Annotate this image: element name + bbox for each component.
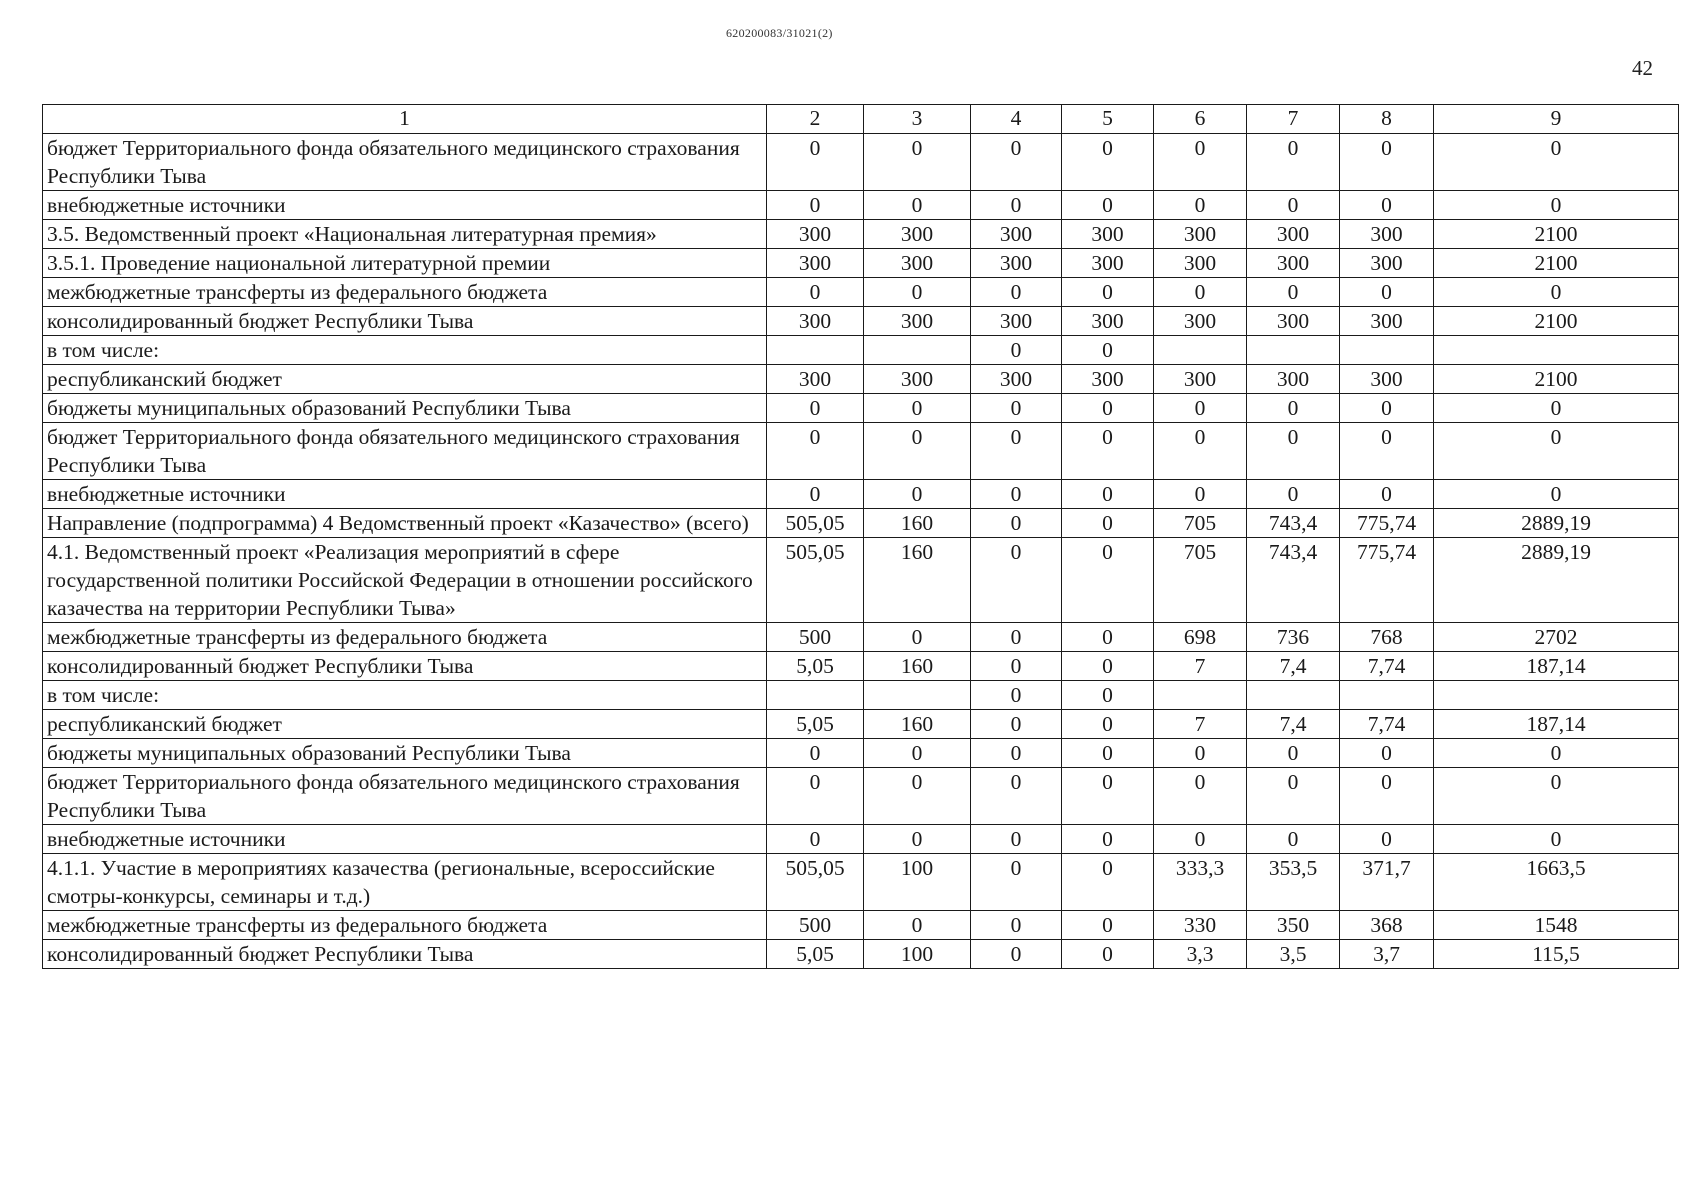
value-cell: 0 bbox=[1062, 710, 1154, 739]
row-label: Направление (подпрограмма) 4 Ведомственный проект «Казачество» (всего) bbox=[43, 509, 767, 538]
value-cell: 0 bbox=[1247, 825, 1340, 854]
table-row bbox=[43, 825, 1679, 854]
value-cell: 0 bbox=[971, 652, 1062, 681]
value-cell: 2100 bbox=[1434, 365, 1679, 394]
value-cell: 505,05 bbox=[767, 854, 864, 911]
value-cell: 0 bbox=[1062, 538, 1154, 623]
value-cell bbox=[767, 336, 864, 365]
value-cell: 100 bbox=[864, 940, 971, 969]
value-cell: 300 bbox=[971, 249, 1062, 278]
value-cell: 0 bbox=[1062, 480, 1154, 509]
value-cell: 300 bbox=[864, 365, 971, 394]
value-cell: 300 bbox=[1340, 220, 1434, 249]
value-cell bbox=[1154, 336, 1247, 365]
value-cell: 0 bbox=[864, 191, 971, 220]
value-cell: 0 bbox=[767, 134, 864, 191]
value-cell: 5,05 bbox=[767, 940, 864, 969]
value-cell: 705 bbox=[1154, 509, 1247, 538]
value-cell: 0 bbox=[1154, 394, 1247, 423]
value-cell: 100 bbox=[864, 854, 971, 911]
row-label: межбюджетные трансферты из федерального бюджета bbox=[43, 278, 767, 307]
value-cell: 187,14 bbox=[1434, 652, 1679, 681]
row-label: республиканский бюджет bbox=[43, 710, 767, 739]
value-cell: 0 bbox=[971, 509, 1062, 538]
value-cell: 505,05 bbox=[767, 538, 864, 623]
column-header: 1 bbox=[43, 105, 767, 134]
value-cell: 300 bbox=[1340, 307, 1434, 336]
value-cell: 2100 bbox=[1434, 220, 1679, 249]
value-cell: 1663,5 bbox=[1434, 854, 1679, 911]
column-header: 7 bbox=[1247, 105, 1340, 134]
table-row bbox=[43, 423, 1679, 480]
table-row bbox=[43, 509, 1679, 538]
value-cell: 300 bbox=[767, 249, 864, 278]
value-cell: 0 bbox=[1154, 480, 1247, 509]
value-cell: 0 bbox=[1247, 739, 1340, 768]
value-cell: 0 bbox=[1340, 191, 1434, 220]
value-cell: 0 bbox=[1434, 423, 1679, 480]
value-cell: 0 bbox=[971, 134, 1062, 191]
value-cell: 0 bbox=[864, 825, 971, 854]
value-cell: 0 bbox=[864, 134, 971, 191]
value-cell: 0 bbox=[971, 336, 1062, 365]
value-cell: 0 bbox=[1062, 278, 1154, 307]
value-cell: 0 bbox=[1154, 134, 1247, 191]
table-row bbox=[43, 365, 1679, 394]
column-header: 2 bbox=[767, 105, 864, 134]
row-label: бюджет Территориального фонда обязательного медицинского страхования Республики Тыва bbox=[43, 134, 767, 191]
column-header: 8 bbox=[1340, 105, 1434, 134]
value-cell: 2100 bbox=[1434, 249, 1679, 278]
value-cell: 300 bbox=[767, 220, 864, 249]
value-cell: 160 bbox=[864, 509, 971, 538]
value-cell: 0 bbox=[971, 854, 1062, 911]
value-cell: 300 bbox=[1340, 365, 1434, 394]
value-cell: 2889,19 bbox=[1434, 538, 1679, 623]
value-cell: 0 bbox=[1062, 509, 1154, 538]
value-cell: 0 bbox=[971, 911, 1062, 940]
value-cell: 0 bbox=[1062, 854, 1154, 911]
value-cell: 0 bbox=[1434, 825, 1679, 854]
table-row bbox=[43, 538, 1679, 623]
value-cell: 0 bbox=[971, 394, 1062, 423]
value-cell: 2889,19 bbox=[1434, 509, 1679, 538]
value-cell: 0 bbox=[1340, 768, 1434, 825]
value-cell: 0 bbox=[1340, 825, 1434, 854]
value-cell: 0 bbox=[971, 278, 1062, 307]
value-cell bbox=[864, 336, 971, 365]
value-cell bbox=[1340, 681, 1434, 710]
value-cell: 1548 bbox=[1434, 911, 1679, 940]
row-label: консолидированный бюджет Республики Тыва bbox=[43, 307, 767, 336]
value-cell: 0 bbox=[767, 825, 864, 854]
value-cell: 775,74 bbox=[1340, 538, 1434, 623]
row-label: внебюджетные источники bbox=[43, 191, 767, 220]
row-label: 4.1. Ведомственный проект «Реализация мероприятий в сфере государственной политики Российской Федерации в отношении российского казачества на территории Республики Тыва» bbox=[43, 538, 767, 623]
table-body bbox=[43, 134, 1679, 969]
value-cell: 0 bbox=[1434, 739, 1679, 768]
value-cell: 0 bbox=[971, 739, 1062, 768]
value-cell: 0 bbox=[864, 423, 971, 480]
value-cell: 0 bbox=[1434, 278, 1679, 307]
value-cell: 300 bbox=[1340, 249, 1434, 278]
value-cell: 0 bbox=[1154, 423, 1247, 480]
value-cell: 371,7 bbox=[1340, 854, 1434, 911]
page-number: 42 bbox=[1632, 56, 1653, 80]
value-cell: 0 bbox=[767, 739, 864, 768]
value-cell: 0 bbox=[767, 423, 864, 480]
value-cell: 300 bbox=[971, 307, 1062, 336]
value-cell: 0 bbox=[971, 825, 1062, 854]
value-cell: 0 bbox=[864, 768, 971, 825]
value-cell: 300 bbox=[1247, 365, 1340, 394]
value-cell: 743,4 bbox=[1247, 509, 1340, 538]
value-cell: 0 bbox=[1062, 911, 1154, 940]
value-cell: 0 bbox=[1434, 480, 1679, 509]
value-cell: 300 bbox=[1154, 249, 1247, 278]
column-header: 6 bbox=[1154, 105, 1247, 134]
value-cell: 0 bbox=[1062, 652, 1154, 681]
value-cell: 300 bbox=[1062, 220, 1154, 249]
table-row bbox=[43, 336, 1679, 365]
value-cell: 775,74 bbox=[1340, 509, 1434, 538]
table-row bbox=[43, 278, 1679, 307]
value-cell bbox=[1434, 681, 1679, 710]
value-cell: 7 bbox=[1154, 652, 1247, 681]
row-label: бюджет Территориального фонда обязательного медицинского страхования Республики Тыва bbox=[43, 423, 767, 480]
value-cell: 0 bbox=[1062, 134, 1154, 191]
value-cell: 0 bbox=[971, 768, 1062, 825]
value-cell: 0 bbox=[767, 278, 864, 307]
value-cell: 698 bbox=[1154, 623, 1247, 652]
row-label: 4.1.1. Участие в мероприятиях казачества (региональные, всероссийские смотры-конкурсы, семинары и т.д.) bbox=[43, 854, 767, 911]
value-cell: 0 bbox=[1340, 278, 1434, 307]
value-cell: 0 bbox=[971, 623, 1062, 652]
value-cell: 115,5 bbox=[1434, 940, 1679, 969]
value-cell: 300 bbox=[767, 365, 864, 394]
value-cell: 0 bbox=[1434, 394, 1679, 423]
value-cell: 0 bbox=[767, 394, 864, 423]
value-cell: 0 bbox=[1154, 278, 1247, 307]
value-cell: 0 bbox=[1340, 134, 1434, 191]
row-label: консолидированный бюджет Республики Тыва bbox=[43, 940, 767, 969]
value-cell: 160 bbox=[864, 710, 971, 739]
value-cell: 0 bbox=[1154, 739, 1247, 768]
value-cell: 333,3 bbox=[1154, 854, 1247, 911]
value-cell: 0 bbox=[971, 480, 1062, 509]
value-cell: 3,3 bbox=[1154, 940, 1247, 969]
value-cell: 300 bbox=[971, 220, 1062, 249]
value-cell: 7 bbox=[1154, 710, 1247, 739]
value-cell: 300 bbox=[1154, 365, 1247, 394]
value-cell: 705 bbox=[1154, 538, 1247, 623]
row-label: бюджеты муниципальных образований Республики Тыва bbox=[43, 739, 767, 768]
value-cell: 0 bbox=[1434, 191, 1679, 220]
table-row bbox=[43, 940, 1679, 969]
value-cell: 7,74 bbox=[1340, 710, 1434, 739]
value-cell: 505,05 bbox=[767, 509, 864, 538]
row-label: республиканский бюджет bbox=[43, 365, 767, 394]
value-cell: 0 bbox=[864, 278, 971, 307]
value-cell: 300 bbox=[1247, 307, 1340, 336]
value-cell: 2702 bbox=[1434, 623, 1679, 652]
value-cell bbox=[1434, 336, 1679, 365]
value-cell: 0 bbox=[1247, 480, 1340, 509]
row-label: в том числе: bbox=[43, 336, 767, 365]
value-cell: 160 bbox=[864, 538, 971, 623]
column-header: 9 bbox=[1434, 105, 1679, 134]
value-cell bbox=[1154, 681, 1247, 710]
value-cell: 0 bbox=[971, 191, 1062, 220]
value-cell bbox=[767, 681, 864, 710]
value-cell: 0 bbox=[1062, 940, 1154, 969]
column-header: 3 bbox=[864, 105, 971, 134]
value-cell: 2100 bbox=[1434, 307, 1679, 336]
table-row bbox=[43, 710, 1679, 739]
value-cell: 0 bbox=[971, 710, 1062, 739]
table-row bbox=[43, 623, 1679, 652]
value-cell: 0 bbox=[1340, 423, 1434, 480]
value-cell: 7,4 bbox=[1247, 710, 1340, 739]
value-cell: 0 bbox=[971, 940, 1062, 969]
value-cell: 0 bbox=[1062, 623, 1154, 652]
row-label: консолидированный бюджет Республики Тыва bbox=[43, 652, 767, 681]
value-cell: 7,74 bbox=[1340, 652, 1434, 681]
row-label: бюджет Территориального фонда обязательного медицинского страхования Республики Тыва bbox=[43, 768, 767, 825]
table-row bbox=[43, 739, 1679, 768]
value-cell bbox=[864, 681, 971, 710]
value-cell: 300 bbox=[1154, 220, 1247, 249]
value-cell: 7,4 bbox=[1247, 652, 1340, 681]
value-cell: 0 bbox=[971, 681, 1062, 710]
value-cell: 0 bbox=[1154, 191, 1247, 220]
value-cell: 350 bbox=[1247, 911, 1340, 940]
value-cell: 0 bbox=[1247, 191, 1340, 220]
table-row bbox=[43, 911, 1679, 940]
value-cell: 0 bbox=[1247, 394, 1340, 423]
row-label: бюджеты муниципальных образований Республики Тыва bbox=[43, 394, 767, 423]
table-row bbox=[43, 249, 1679, 278]
value-cell: 0 bbox=[971, 538, 1062, 623]
value-cell: 0 bbox=[1062, 394, 1154, 423]
table-row bbox=[43, 480, 1679, 509]
column-header: 4 bbox=[971, 105, 1062, 134]
value-cell: 368 bbox=[1340, 911, 1434, 940]
value-cell: 0 bbox=[1247, 423, 1340, 480]
value-cell: 0 bbox=[864, 480, 971, 509]
value-cell: 300 bbox=[767, 307, 864, 336]
value-cell: 0 bbox=[1247, 278, 1340, 307]
value-cell: 300 bbox=[864, 249, 971, 278]
value-cell: 0 bbox=[767, 768, 864, 825]
value-cell: 0 bbox=[971, 423, 1062, 480]
value-cell: 0 bbox=[1062, 191, 1154, 220]
table-row bbox=[43, 191, 1679, 220]
value-cell: 5,05 bbox=[767, 652, 864, 681]
value-cell: 300 bbox=[1154, 307, 1247, 336]
value-cell: 0 bbox=[1154, 768, 1247, 825]
value-cell: 3,7 bbox=[1340, 940, 1434, 969]
value-cell: 5,05 bbox=[767, 710, 864, 739]
value-cell: 0 bbox=[864, 911, 971, 940]
table-row bbox=[43, 854, 1679, 911]
value-cell: 0 bbox=[1247, 768, 1340, 825]
value-cell: 0 bbox=[1434, 768, 1679, 825]
value-cell: 0 bbox=[864, 394, 971, 423]
value-cell: 736 bbox=[1247, 623, 1340, 652]
table-row bbox=[43, 307, 1679, 336]
value-cell: 743,4 bbox=[1247, 538, 1340, 623]
value-cell: 0 bbox=[864, 623, 971, 652]
row-label: межбюджетные трансферты из федерального бюджета bbox=[43, 911, 767, 940]
value-cell bbox=[1247, 681, 1340, 710]
row-label: внебюджетные источники bbox=[43, 480, 767, 509]
value-cell: 500 bbox=[767, 623, 864, 652]
value-cell: 0 bbox=[1062, 768, 1154, 825]
value-cell: 300 bbox=[864, 307, 971, 336]
table-row bbox=[43, 394, 1679, 423]
value-cell: 187,14 bbox=[1434, 710, 1679, 739]
value-cell: 0 bbox=[1340, 394, 1434, 423]
value-cell: 300 bbox=[1062, 249, 1154, 278]
value-cell: 300 bbox=[1247, 249, 1340, 278]
value-cell: 160 bbox=[864, 652, 971, 681]
value-cell: 0 bbox=[767, 480, 864, 509]
value-cell: 300 bbox=[1247, 220, 1340, 249]
value-cell: 0 bbox=[1340, 480, 1434, 509]
value-cell: 300 bbox=[1062, 307, 1154, 336]
table-row bbox=[43, 220, 1679, 249]
value-cell: 768 bbox=[1340, 623, 1434, 652]
column-header: 5 bbox=[1062, 105, 1154, 134]
table-row bbox=[43, 134, 1679, 191]
value-cell: 500 bbox=[767, 911, 864, 940]
value-cell bbox=[1340, 336, 1434, 365]
value-cell: 300 bbox=[971, 365, 1062, 394]
table-row bbox=[43, 768, 1679, 825]
value-cell: 0 bbox=[1062, 423, 1154, 480]
column-number-row bbox=[43, 105, 1679, 134]
value-cell: 0 bbox=[1434, 134, 1679, 191]
value-cell: 0 bbox=[1062, 681, 1154, 710]
table-row bbox=[43, 652, 1679, 681]
value-cell: 330 bbox=[1154, 911, 1247, 940]
value-cell: 300 bbox=[1062, 365, 1154, 394]
row-label: в том числе: bbox=[43, 681, 767, 710]
budget-table bbox=[42, 104, 1679, 969]
value-cell bbox=[1247, 336, 1340, 365]
document-code: 620200083/31021(2) bbox=[726, 26, 833, 40]
value-cell: 0 bbox=[1154, 825, 1247, 854]
value-cell: 0 bbox=[1062, 739, 1154, 768]
value-cell: 0 bbox=[864, 739, 971, 768]
table-row bbox=[43, 681, 1679, 710]
value-cell: 0 bbox=[1062, 825, 1154, 854]
row-label: внебюджетные источники bbox=[43, 825, 767, 854]
row-label: 3.5. Ведомственный проект «Национальная литературная премия» bbox=[43, 220, 767, 249]
value-cell: 300 bbox=[864, 220, 971, 249]
value-cell: 0 bbox=[767, 191, 864, 220]
row-label: межбюджетные трансферты из федерального бюджета bbox=[43, 623, 767, 652]
value-cell: 0 bbox=[1247, 134, 1340, 191]
value-cell: 0 bbox=[1340, 739, 1434, 768]
value-cell: 3,5 bbox=[1247, 940, 1340, 969]
value-cell: 0 bbox=[1062, 336, 1154, 365]
value-cell: 353,5 bbox=[1247, 854, 1340, 911]
row-label: 3.5.1. Проведение национальной литературной премии bbox=[43, 249, 767, 278]
